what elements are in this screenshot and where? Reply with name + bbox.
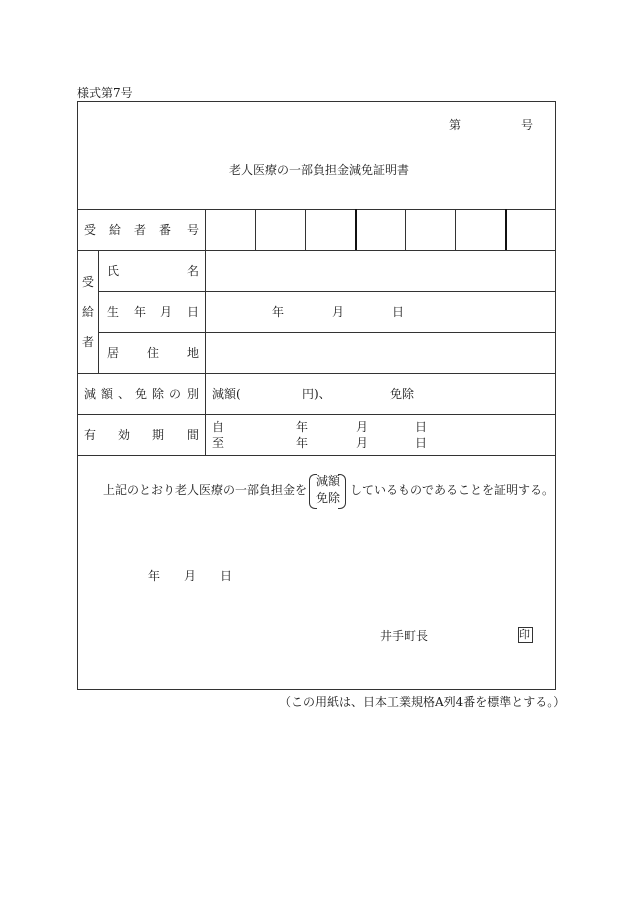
document-title: 老人医療の一部負担金減免証明書 [229,163,410,177]
cert-date-day: 日 [220,569,233,583]
number-box-divider [305,209,306,250]
row-divider [77,209,556,210]
form-number: 様式第7号 [77,86,133,100]
validity-to-label: 至 [212,436,225,450]
validity-from-label: 自 [212,420,225,434]
label-column-divider [205,209,206,455]
row-divider [77,250,556,251]
number-box-divider [255,209,256,250]
exempt-text: 免除 [390,387,415,401]
validity-label: 有 [84,428,97,442]
option-exempt: 免除 [316,491,341,505]
yen-text: 円)、 [302,387,331,401]
certification-text-after: しているものであることを証明する。 [350,483,555,497]
row-divider [77,455,556,456]
address-label: 居 [107,346,120,360]
cert-date-month: 月 [184,569,197,583]
reduce-amount-text: 減額( [212,387,241,401]
issuer-title: 井手町長 [380,629,429,643]
option-reduce: 減額 [316,474,341,488]
row-divider [77,414,556,415]
dob-label: 生 [107,305,120,319]
seal-mark: 印 [519,628,530,641]
dob-year: 年 [272,305,285,319]
name-label: 氏 [107,264,120,278]
row-divider [98,291,556,292]
dob-month: 月 [332,305,345,319]
number-box-divider [455,209,456,250]
group-label-divider [98,250,99,373]
cert-date-year: 年 [148,569,161,583]
row-divider [98,332,556,333]
certification-text-before: 上記のとおり老人医療の一部負担金を [103,483,308,497]
number-box-divider [405,209,406,250]
doc-number-suffix: 号 [521,118,534,132]
recipient-group-label: 受 [82,275,95,289]
recipient-number-label: 受 [84,223,97,237]
reduction-type-label: 減 [84,387,97,401]
number-box-divider-thick [505,209,507,250]
row-divider [77,373,556,374]
doc-number-prefix: 第 [449,118,462,132]
footer-note: （この用紙は、日本工業規格A列4番を標準とする。） [279,695,566,709]
number-box-divider-thick [355,209,357,250]
dob-day: 日 [392,305,405,319]
